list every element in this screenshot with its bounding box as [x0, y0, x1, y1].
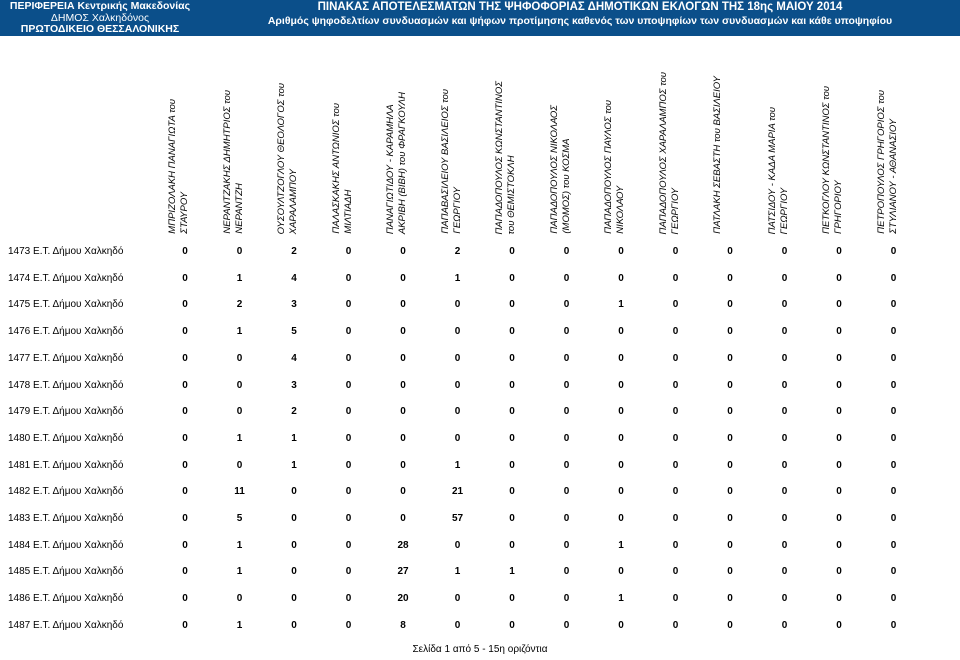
candidate-header-12	[763, 40, 807, 240]
row-label: 1485 Ε.Τ. Δήμου Χαλκηδό	[8, 566, 124, 578]
vote-cell: 0	[236, 379, 243, 391]
row-label: 1481 Ε.Τ. Δήμου Χαλκηδό	[8, 459, 124, 471]
page-subtitle: Αριθμός ψηφοδελτίων συνδυασμών και ψήφων προτίμησης καθενός των υποψηφίων των συνδυασμών και κάθε υποψηφίου	[267, 15, 893, 27]
candidate-header-4	[327, 40, 371, 240]
candidate-name-line1: ΟΥΣΟΥΛΤΖΟΓΛΟΥ ΘΕΟΛΟΓΟΣ του	[276, 82, 287, 234]
vote-cell: 1	[454, 272, 461, 284]
vote-cell: 0	[618, 513, 624, 524]
vote-cell: 0	[890, 459, 897, 471]
vote-cell: 0	[563, 432, 570, 444]
vote-cell: 0	[618, 619, 624, 631]
candidate-header-10	[654, 40, 698, 240]
vote-cell: 0	[727, 272, 733, 284]
vote-cell: 0	[291, 619, 297, 631]
vote-cell: 11	[234, 486, 245, 498]
header-left	[0, 0, 200, 37]
vote-cell: 0	[890, 486, 897, 498]
vote-cell: 0	[454, 352, 461, 364]
vote-cell: 0	[345, 352, 352, 364]
vote-cell: 0	[618, 486, 624, 498]
vote-cell: 0	[454, 379, 461, 391]
vote-cell: 0	[672, 432, 679, 444]
vote-cell: 0	[672, 513, 679, 524]
vote-cell: 0	[454, 326, 461, 338]
vote-cell: 1	[236, 566, 243, 578]
vote-cell: 0	[727, 299, 733, 311]
row-label: 1477 Ε.Τ. Δήμου Χαλκηδό	[8, 352, 124, 364]
vote-cell: 0	[182, 379, 188, 391]
vote-cell: 0	[781, 459, 788, 471]
vote-cell: 0	[618, 379, 624, 391]
vote-cell: 0	[182, 459, 188, 471]
vote-cell: 0	[890, 432, 897, 444]
candidate-name-line2: ΣΤΥΛΙΑΝΟΥ - ΑΘΑΝΑΣΙΟΥ	[887, 119, 899, 234]
vote-cell: 0	[454, 406, 461, 418]
vote-cell: 0	[727, 486, 733, 498]
vote-cell: 1	[291, 459, 297, 471]
vote-cell: 0	[345, 566, 352, 578]
vote-cell: 0	[182, 513, 188, 524]
candidate-name-line1: ΝΕΡΑΝΤΖΑΚΗΣ ΔΗΜΗΤΡΙΟΣ του	[221, 90, 233, 234]
row-label: 1476 Ε.Τ. Δήμου Χαλκηδό	[8, 326, 124, 338]
vote-cell: 0	[509, 593, 515, 605]
vote-cell: 1	[618, 299, 624, 311]
vote-cell: 0	[563, 352, 570, 364]
vote-cell: 0	[291, 566, 297, 578]
vote-cell: 0	[890, 272, 897, 284]
vote-cell: 0	[672, 486, 679, 498]
vote-cell: 0	[672, 352, 679, 364]
vote-cell: 0	[890, 246, 897, 257]
vote-cell: 0	[563, 539, 570, 551]
vote-cell: 0	[509, 326, 515, 338]
candidate-name	[331, 103, 355, 234]
candidate-name-line1: ΠΕΤΚΟΓΛΟΥ ΚΩΝΣΤΑΝΤΙΝΟΣ του	[821, 86, 832, 234]
vote-cell: 0	[563, 513, 570, 524]
vote-cell: 0	[563, 566, 570, 578]
vote-cell: 4	[291, 272, 297, 284]
row-label: 1478 Ε.Τ. Δήμου Χαλκηδό	[8, 379, 124, 391]
vote-cell: 0	[781, 539, 788, 551]
vote-cell: 0	[727, 539, 733, 551]
vote-cell: 0	[236, 459, 243, 471]
vote-cell: 0	[781, 619, 788, 631]
vote-cell: 0	[618, 246, 624, 257]
row-label: 1486 Ε.Τ. Δήμου Χαλκηδό	[8, 593, 124, 605]
candidate-name-line2: ΝΙΚΟΛΑΟΥ	[615, 185, 626, 234]
vote-cell: 0	[345, 432, 352, 444]
candidate-header-2	[218, 40, 262, 240]
vote-cell: 0	[400, 379, 406, 391]
vote-cell: 0	[400, 486, 406, 498]
vote-cell: 0	[563, 459, 570, 471]
vote-cell: 0	[563, 272, 570, 284]
vote-cell: 2	[291, 246, 297, 257]
vote-cell: 0	[182, 539, 188, 551]
vote-cell: 0	[672, 379, 679, 391]
vote-cell: 0	[890, 513, 897, 524]
row-label: 1480 Ε.Τ. Δήμου Χαλκηδό	[8, 432, 124, 444]
vote-cell: 0	[400, 246, 406, 257]
vote-cell: 0	[836, 459, 842, 471]
vote-cell: 0	[727, 406, 733, 418]
vote-cell: 0	[672, 246, 679, 257]
vote-cell: 0	[836, 272, 842, 284]
candidate-header-5	[381, 40, 425, 240]
vote-cell: 0	[236, 246, 243, 257]
vote-cell: 0	[618, 406, 624, 418]
vote-cell: 0	[509, 246, 515, 257]
vote-cell: 0	[182, 619, 188, 631]
candidate-name-line1: ΠΑΠΑΔΟΠΟΥΛΟΣ ΠΑΥΛΟΣ του	[603, 100, 614, 234]
vote-cell: 0	[890, 593, 897, 605]
candidate-name-line1: ΠΑΤΣΙΔΟΥ - ΚΑΔΑ ΜΑΡΙΑ του	[766, 106, 778, 234]
vote-cell: 0	[236, 406, 243, 418]
row-label: 1473 Ε.Τ. Δήμου Χαλκηδό	[8, 246, 124, 257]
candidate-name-line1: ΜΠΡΙΖΟΛΑΚΗ ΠΑΝΑΓΙΩΤΑ του	[167, 99, 178, 234]
vote-cell: 0	[727, 326, 733, 338]
vote-cell: 0	[890, 619, 897, 631]
vote-cell: 0	[400, 406, 406, 418]
vote-cell: 0	[618, 459, 624, 471]
vote-cell: 0	[672, 406, 679, 418]
vote-cell: 0	[618, 566, 624, 578]
candidate-header-6	[436, 40, 480, 240]
row-label: 1487 Ε.Τ. Δήμου Χαλκηδό	[8, 619, 124, 631]
candidate-name	[385, 92, 409, 234]
vote-cell: 0	[890, 326, 897, 338]
vote-cell: 0	[781, 272, 788, 284]
vote-cell: 0	[345, 459, 352, 471]
vote-cell: 0	[563, 246, 570, 257]
vote-cell: 5	[291, 326, 297, 338]
vote-cell: 0	[727, 566, 733, 578]
vote-cell: 0	[563, 326, 570, 338]
candidate-name-line2: ΓΡΗΓΟΡΙΟΥ	[833, 180, 844, 234]
candidate-name-line2: ΓΕΩΡΓΙΟΥ	[778, 187, 790, 234]
vote-cell: 0	[182, 352, 188, 364]
vote-cell: 0	[890, 352, 897, 364]
vote-cell: 0	[672, 326, 679, 338]
vote-cell: 5	[236, 513, 243, 524]
vote-cell: 0	[727, 513, 733, 524]
vote-cell: 0	[345, 299, 352, 311]
vote-cell: 0	[618, 326, 624, 338]
region-name: ΠΕΡΙΦΕΡΕΙΑ Κεντρικής Μακεδονίας	[9, 0, 191, 12]
vote-cell: 0	[727, 619, 733, 631]
row-label: 1474 Ε.Τ. Δήμου Χαλκηδό	[8, 272, 124, 284]
vote-cell: 1	[236, 539, 243, 551]
vote-cell: 0	[727, 459, 733, 471]
vote-cell: 1	[236, 272, 243, 284]
candidate-name-line1: ΠΑΛΑΣΚΑΚΗΣ ΑΝΤΩΝΙΟΣ του	[330, 103, 342, 234]
vote-cell: 0	[454, 299, 461, 311]
vote-cell: 0	[454, 593, 461, 605]
vote-cell: 0	[836, 486, 842, 498]
vote-cell: 0	[563, 406, 570, 418]
vote-cell: 0	[509, 379, 515, 391]
vote-cell: 1	[236, 326, 243, 338]
vote-cell: 0	[618, 432, 624, 444]
vote-cell: 0	[836, 246, 842, 257]
candidate-name-line1: ΠΑΠΑΒΑΣΙΛΕΙΟΥ ΒΑΣΙΛΕΙΟΣ του	[439, 89, 451, 234]
candidate-name-line1: ΠΑΠΑΔΟΠΟΥΛΟΣ ΚΩΝΣΤΑΝΤΙΝΟΣ	[494, 80, 505, 234]
candidate-name	[876, 90, 900, 234]
candidate-name-line2: ΜΙΛΤΙΑΔΗ	[342, 190, 354, 234]
vote-cell: 0	[345, 246, 352, 257]
vote-cell: 0	[781, 352, 788, 364]
vote-cell: 0	[509, 432, 515, 444]
candidate-header-7	[490, 40, 534, 240]
vote-cell: 0	[563, 486, 570, 498]
vote-cell: 27	[397, 566, 409, 578]
candidate-name	[658, 72, 682, 234]
vote-cell: 0	[781, 246, 788, 257]
vote-cell: 0	[727, 246, 733, 257]
vote-cell: 0	[890, 299, 897, 311]
candidate-name-line2: του ΘΕΜΙΣΤΟΚΛΗ	[506, 154, 517, 234]
vote-cell: 0	[890, 406, 897, 418]
candidate-name-line2: (ΜΟΜΟΣ) του ΚΟΣΜΑ	[560, 138, 572, 234]
vote-cell: 0	[400, 272, 406, 284]
vote-cell: 0	[509, 539, 515, 551]
vote-cell: 0	[836, 352, 842, 364]
vote-cell: 0	[345, 486, 352, 498]
vote-cell: 1	[454, 566, 461, 578]
candidate-name	[222, 90, 246, 234]
vote-cell: 0	[291, 513, 297, 524]
vote-cell: 0	[836, 406, 842, 418]
candidate-header-3	[272, 40, 316, 240]
vote-cell: 0	[454, 539, 461, 551]
candidate-header-1	[163, 40, 207, 240]
candidate-name-line2: ΣΤΑΥΡΟΥ	[179, 192, 190, 234]
vote-cell: 2	[291, 406, 297, 418]
candidate-name	[494, 81, 518, 234]
candidate-name-line2: ΑΚΡΙΒΗ (ΒΙΒΗ) του ΦΡΑΓΚΟΥΛΗ	[397, 91, 408, 234]
vote-cell: 0	[836, 619, 842, 631]
vote-cell: 28	[397, 539, 409, 551]
vote-cell: 0	[454, 619, 461, 631]
candidate-name-line2: ΝΕΡΑΝΤΖΗ	[233, 183, 245, 234]
vote-cell: 0	[509, 352, 515, 364]
vote-cell: 0	[345, 619, 352, 631]
candidate-name	[712, 76, 724, 234]
vote-cell: 0	[182, 593, 188, 605]
vote-cell: 0	[672, 619, 679, 631]
vote-cell: 3	[291, 379, 297, 391]
candidate-name-line1: ΠΑΠΑΔΟΠΟΥΛΟΣ ΝΙΚΟΛΑΟΣ	[548, 105, 560, 234]
vote-cell: 0	[509, 513, 515, 524]
vote-cell: 0	[345, 379, 352, 391]
vote-cell: 0	[672, 299, 679, 311]
vote-cell: 2	[236, 299, 243, 311]
vote-cell: 0	[182, 406, 188, 418]
vote-cell: 0	[345, 272, 352, 284]
vote-cell: 1	[236, 619, 243, 631]
row-label: 1475 Ε.Τ. Δήμου Χαλκηδό	[8, 299, 124, 311]
vote-cell: 0	[400, 352, 406, 364]
candidate-name-line1: ΠΕΤΡΟΠΟΥΛΟΣ ΓΡΗΓΟΡΙΟΣ του	[875, 90, 887, 234]
vote-cell: 0	[836, 593, 842, 605]
vote-cell: 0	[781, 566, 788, 578]
vote-cell: 0	[400, 299, 406, 311]
vote-cell: 0	[236, 352, 243, 364]
vote-cell: 0	[345, 593, 352, 605]
vote-cell: 0	[345, 406, 352, 418]
vote-cell: 0	[182, 299, 188, 311]
candidate-name-line1: ΠΑΤΛΑΚΗ ΣΕΒΑΣΤΗ του ΒΑΣΙΛΕΙΟΥ	[712, 76, 723, 234]
header-band	[0, 0, 960, 36]
vote-cell: 0	[781, 513, 788, 524]
candidate-header-13	[817, 40, 861, 240]
vote-cell: 0	[618, 352, 624, 364]
candidate-name	[821, 86, 845, 234]
vote-cell: 57	[451, 513, 464, 524]
vote-cell: 0	[890, 379, 897, 391]
vote-cell: 0	[509, 272, 515, 284]
candidate-name	[603, 100, 627, 234]
vote-cell: 8	[400, 619, 406, 631]
vote-cell: 0	[672, 593, 679, 605]
vote-cell: 0	[345, 513, 352, 524]
vote-cell: 0	[836, 299, 842, 311]
vote-cell: 0	[291, 486, 297, 498]
candidate-name	[767, 107, 791, 234]
candidate-header-14	[872, 40, 916, 240]
candidate-name-line1: ΠΑΠΑΔΟΠΟΥΛΟΣ ΧΑΡΑΛΑΜΠΟΣ του	[657, 71, 669, 234]
vote-cell: 0	[182, 432, 188, 444]
vote-cell: 0	[509, 619, 515, 631]
vote-cell: 1	[618, 593, 624, 605]
vote-cell: 0	[182, 246, 188, 257]
vote-cell: 0	[400, 513, 406, 524]
vote-cell: 0	[509, 486, 515, 498]
vote-cell: 0	[400, 459, 406, 471]
court-name: ΠΡΩΤΟΔΙΚΕΙΟ ΘΕΣΣΑΛΟΝΙΚΗΣ	[20, 23, 180, 35]
vote-cell: 3	[291, 299, 297, 311]
vote-cell: 1	[618, 539, 624, 551]
municipality-name: ΔΗΜΟΣ Χαλκηδόνος	[50, 11, 150, 24]
row-label: 1479 Ε.Τ. Δήμου Χαλκηδό	[8, 406, 124, 418]
vote-cell: 1	[236, 432, 243, 444]
candidate-name-line2: ΧΑΡΑΛΑΜΠΟΥ	[288, 168, 299, 234]
vote-cell: 0	[781, 593, 788, 605]
vote-cell: 0	[836, 539, 842, 551]
vote-cell: 0	[781, 379, 788, 391]
vote-cell: 0	[291, 593, 297, 605]
vote-cell: 0	[509, 406, 515, 418]
vote-cell: 0	[836, 432, 842, 444]
vote-cell: 0	[563, 619, 570, 631]
vote-cell: 0	[781, 326, 788, 338]
vote-cell: 0	[345, 326, 352, 338]
candidate-header-8	[545, 40, 589, 240]
vote-cell: 0	[563, 593, 570, 605]
vote-cell: 1	[291, 432, 297, 444]
vote-cell: 1	[454, 459, 461, 471]
vote-cell: 0	[618, 272, 624, 284]
vote-cell: 0	[400, 326, 406, 338]
candidate-header-11	[708, 40, 752, 240]
vote-cell: 0	[672, 272, 679, 284]
vote-cell: 0	[836, 566, 842, 578]
candidate-name-line1: ΠΑΝΑΓΙΩΤΙΔΟΥ - ΚΑΡΑΜΗΛΑ	[385, 104, 396, 234]
vote-cell: 0	[563, 379, 570, 391]
vote-cell: 0	[182, 486, 188, 498]
candidate-name	[440, 89, 464, 234]
candidate-name-line2: ΓΕΩΡΓΙΟΥ	[451, 187, 463, 234]
vote-cell: 0	[182, 272, 188, 284]
vote-cell: 0	[727, 379, 733, 391]
vote-cell: 0	[781, 299, 788, 311]
vote-cell: 0	[727, 352, 733, 364]
vote-cell: 0	[345, 539, 352, 551]
vote-cell: 0	[836, 326, 842, 338]
vote-cell: 0	[672, 566, 679, 578]
page-title: ΠΙΝΑΚΑΣ ΑΠΟΤΕΛΕΣΜΑΤΩΝ ΤΗΣ ΨΗΦΟΦΟΡΙΑΣ ΔΗΜΟΤΙΚΩΝ ΕΚΛΟΓΩΝ ΤΗΣ 18ης ΜΑΙΟΥ 2014	[317, 1, 843, 13]
vote-cell: 0	[454, 432, 461, 444]
vote-cell: 0	[400, 432, 406, 444]
vote-cell: 0	[236, 593, 243, 605]
candidate-name	[276, 83, 300, 234]
candidate-name-line2: ΓΕΩΡΓΙΟΥ	[669, 187, 681, 234]
vote-cell: 4	[291, 352, 297, 364]
row-label: 1484 Ε.Τ. Δήμου Χαλκηδό	[8, 539, 124, 551]
page-footer: Σελίδα 1 από 5 - 15η οριζόντια	[412, 644, 548, 655]
candidate-header-9	[599, 40, 643, 240]
vote-cell: 0	[890, 566, 897, 578]
vote-cell: 0	[727, 593, 733, 605]
vote-cell: 0	[509, 459, 515, 471]
vote-cell: 0	[836, 513, 842, 524]
row-label: 1482 Ε.Τ. Δήμου Χαλκηδό	[8, 486, 124, 498]
vote-cell: 0	[672, 459, 679, 471]
vote-cell: 1	[509, 566, 515, 578]
vote-cell: 20	[397, 593, 409, 605]
vote-cell: 0	[291, 539, 297, 551]
vote-cell: 0	[781, 406, 788, 418]
vote-cell: 0	[563, 299, 570, 311]
row-label: 1483 Ε.Τ. Δήμου Χαλκηδό	[8, 513, 124, 524]
vote-cell: 0	[672, 539, 679, 551]
vote-cell: 2	[454, 246, 461, 257]
vote-cell: 0	[781, 486, 788, 498]
vote-cell: 0	[509, 299, 515, 311]
vote-cell: 0	[890, 539, 897, 551]
candidate-name	[549, 105, 573, 234]
vote-cell: 0	[781, 432, 788, 444]
vote-cell: 0	[836, 379, 842, 391]
vote-cell: 0	[182, 566, 188, 578]
vote-cell: 21	[451, 486, 464, 498]
candidate-name	[167, 99, 191, 234]
vote-cell: 0	[727, 432, 733, 444]
vote-cell: 0	[182, 326, 188, 338]
